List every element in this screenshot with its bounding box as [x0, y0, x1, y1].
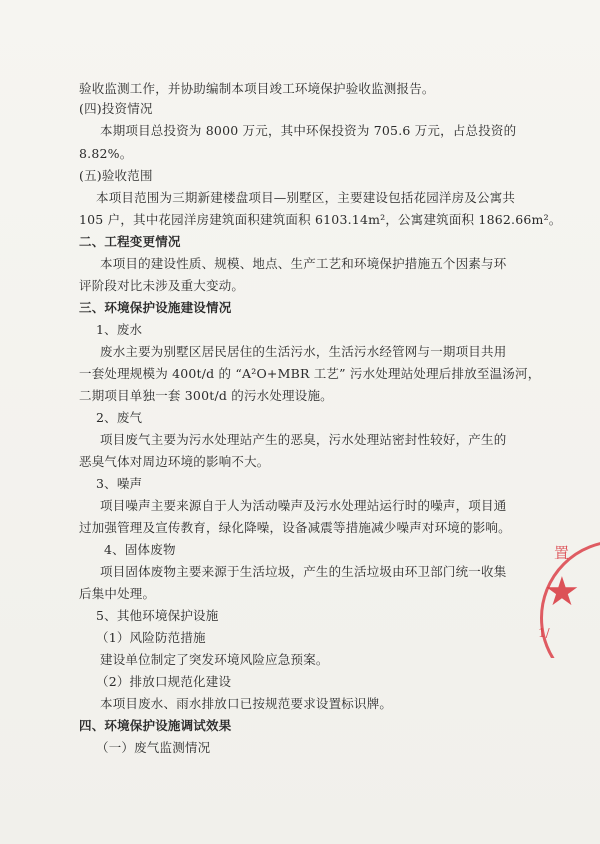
seal-star-icon: ★	[544, 569, 580, 615]
subsection-heading: 5、其他环境保护设施	[96, 608, 219, 623]
body-text: 本项目的建设性质、规模、地点、生产工艺和环境保护措施五个因素与环	[100, 256, 507, 271]
chapter-heading: 二、工程变更情况	[79, 234, 181, 249]
body-text: 恶臭气体对周边环境的影响不大。	[79, 454, 270, 469]
body-text: 本期项目总投资为 8000 万元，其中环保投资为 705.6 万元，占总投资的	[100, 123, 517, 138]
body-text: 废水主要为别墅区居民居住的生活污水，生活污水经管网与一期项目共用	[100, 344, 507, 359]
body-text: 一套处理规模为 400t/d 的 “A²O+MBR 工艺” 污水处理站处理后排放至温汤河，	[79, 366, 541, 381]
subsection-heading: 3、噪声	[96, 476, 143, 491]
section-heading: （一）废气监测情况	[96, 740, 211, 755]
subsection-heading: 2、废气	[96, 410, 143, 425]
sub-item-heading: （2）排放口规范化建设	[96, 674, 232, 689]
body-text: 建设单位制定了突发环境风险应急预案。	[100, 652, 329, 667]
section-heading: (五)验收范围	[79, 168, 153, 183]
section-heading: (四)投资情况	[79, 101, 153, 116]
body-text: 后集中处理。	[79, 586, 156, 601]
body-text: 项目噪声主要来源自于人为活动噪声及污水处理站运行时的噪声，项目通	[100, 498, 507, 513]
sub-item-heading: （1）风险防范措施	[96, 630, 206, 645]
seal-character: 置	[554, 544, 570, 562]
body-text: 二期项目单独一套 300t/d 的污水处理设施。	[79, 388, 333, 403]
seal-mark: 1/	[538, 626, 550, 640]
body-text: 评阶段对比未涉及重大变动。	[79, 278, 245, 293]
chapter-heading: 三、环境保护设施建设情况	[79, 300, 232, 315]
body-text: 项目废气主要为污水处理站产生的恶臭，污水处理站密封性较好，产生的	[100, 432, 507, 447]
body-text: 本项目废水、雨水排放口已按规范要求设置标识牌。	[100, 696, 393, 711]
body-text: 过加强管理及宣传教育，绿化降噪，设备减震等措施减少噪声对环境的影响。	[79, 520, 511, 535]
body-text: 8.82%。	[79, 146, 133, 161]
subsection-heading: 1、废水	[96, 322, 143, 337]
body-text: 本项目范围为三期新建楼盘项目—别墅区，主要建设包括花园洋房及公寓共	[96, 190, 516, 205]
body-text: 验收监测工作，并协助编制本项目竣工环境保护验收监测报告。	[79, 81, 435, 96]
official-seal	[534, 538, 600, 658]
chapter-heading: 四、环境保护设施调试效果	[79, 718, 232, 733]
body-text: 105 户，其中花园洋房建筑面积建筑面积 6103.14m²，公寓建筑面积 1862.66m²。	[79, 212, 562, 227]
subsection-heading: 4、固体废物	[104, 542, 176, 557]
body-text: 项目固体废物主要来源于生活垃圾，产生的生活垃圾由环卫部门统一收集	[100, 564, 507, 579]
